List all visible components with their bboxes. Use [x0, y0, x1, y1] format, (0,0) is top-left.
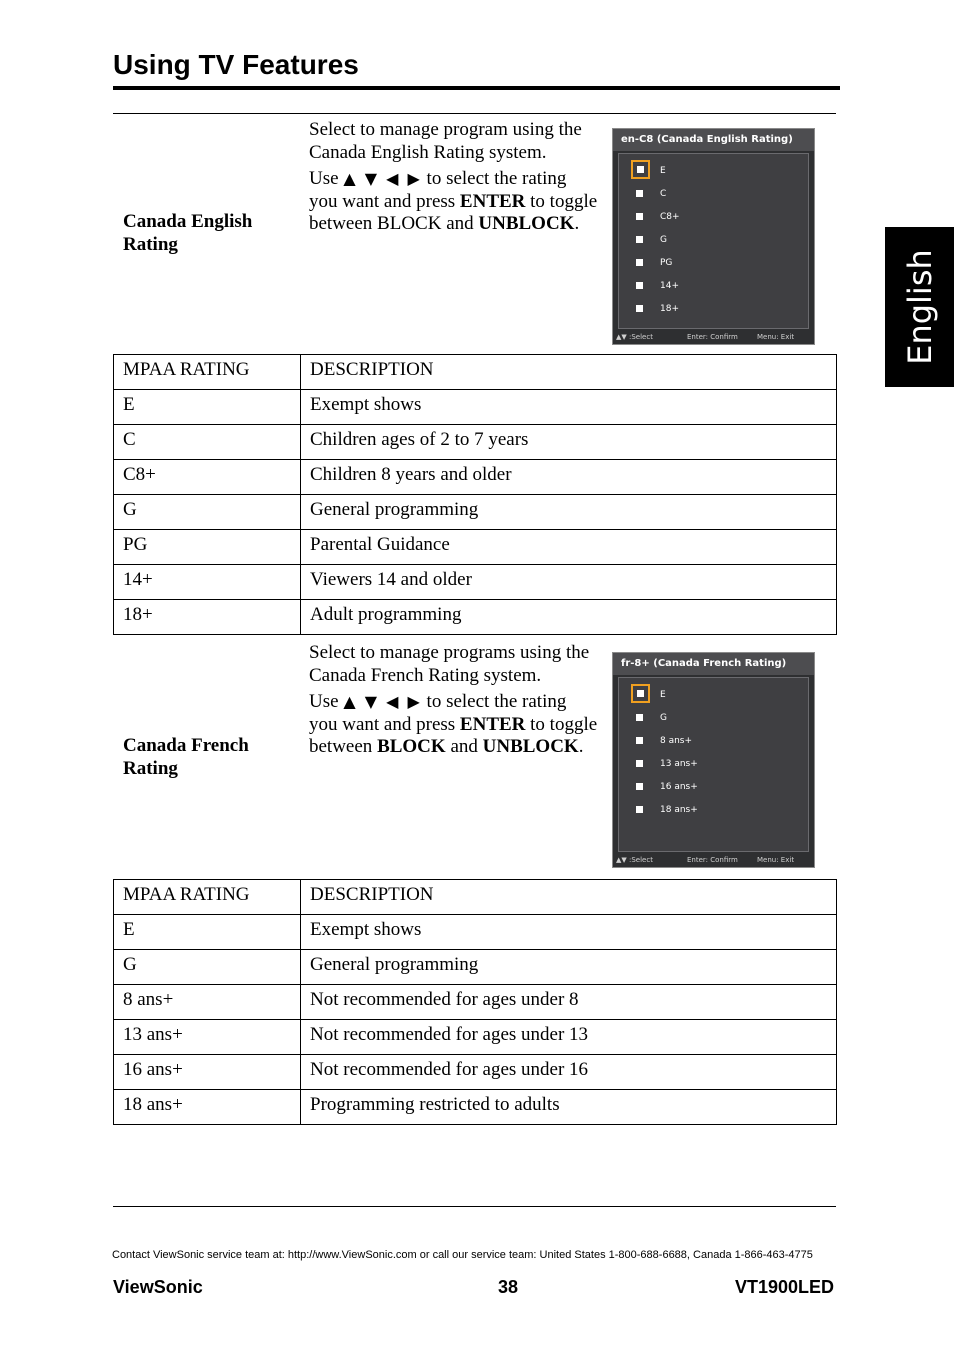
table-header-row: MPAA RATING DESCRIPTION: [114, 355, 837, 390]
selected-checkbox-icon: [631, 684, 650, 703]
canada-french-screen: [612, 652, 815, 868]
brand-name: ViewSonic: [113, 1277, 203, 1297]
canada-english-description: [309, 119, 599, 240]
screen-footer: [613, 330, 814, 344]
canada-french-table: [113, 879, 837, 1125]
checkbox-icon: [636, 213, 643, 220]
exit-hint: Menu: Exit: [757, 333, 795, 341]
language-tab-label: English: [900, 249, 939, 365]
confirm-hint: Enter: Confirm: [687, 333, 738, 341]
canada-french-label: Canada French Rating: [123, 735, 249, 779]
canada-french-description: [309, 642, 599, 763]
table-row: 18+ Adult programming: [114, 600, 837, 635]
screen-title: fr-8+ (Canada French Rating): [613, 653, 814, 675]
table-row: 8 ans+ Not recommended for ages under 8: [114, 985, 837, 1020]
checkbox-icon: [636, 714, 643, 721]
select-hint: ▲▼ :Select: [616, 856, 653, 864]
footer-divider: [113, 1206, 836, 1207]
arrow-keys-icon: ▲ ▼ ◀ ▶: [343, 692, 422, 711]
checkbox-icon: [636, 737, 643, 744]
page-title: Using TV Features: [113, 49, 359, 80]
canada-english-screen: [612, 128, 815, 345]
contact-info: Contact ViewSonic service team at: http://www.ViewSonic.com or call our service team: United States 1-800-688-6688, Canada 1-866-463-4775: [112, 1249, 813, 1261]
checkbox-icon: [636, 783, 643, 790]
checkbox-icon: [636, 259, 643, 266]
table-row: C8+ Children 8 years and older: [114, 460, 837, 495]
checkbox-icon: [636, 236, 643, 243]
rating-list: E C C8+ G PG 14+ 18+: [618, 153, 809, 329]
checkbox-icon: [636, 305, 643, 312]
table-row: 18 ans+ Programming restricted to adults: [114, 1090, 837, 1125]
instructions-text: Use ▲ ▼ ◀ ▶ to select the rating you want and press ENTER to toggle between BLOCK and UNBLOCK.: [309, 691, 598, 757]
selected-checkbox-icon: [631, 160, 650, 179]
checkbox-icon: [636, 282, 643, 289]
intro-text: Select to manage program using the Canada English Rating system.: [309, 119, 582, 163]
table-row: G General programming: [114, 950, 837, 985]
arrow-keys-icon: ▲ ▼ ◀ ▶: [343, 169, 422, 188]
canada-english-table: [113, 354, 837, 635]
table-row: G General programming: [114, 495, 837, 530]
exit-hint: Menu: Exit: [757, 856, 795, 864]
title-rule: [113, 86, 840, 90]
checkbox-icon: [636, 190, 643, 197]
section-divider: [113, 113, 836, 114]
table-row: E Exempt shows: [114, 915, 837, 950]
table-row: PG Parental Guidance: [114, 530, 837, 565]
instructions-text: Use ▲ ▼ ◀ ▶ to select the rating you want and press ENTER to toggle between BLOCK and UNBLOCK.: [309, 168, 598, 234]
screen-title: en-C8 (Canada English Rating): [613, 129, 814, 151]
canada-english-label: Canada English Rating: [123, 211, 253, 255]
table-row: 14+ Viewers 14 and older: [114, 565, 837, 600]
table-row: 13 ans+ Not recommended for ages under 13: [114, 1020, 837, 1055]
checkbox-icon: [636, 760, 643, 767]
model-name: VT1900LED: [735, 1277, 835, 1297]
intro-text: Select to manage programs using the Canada French Rating system.: [309, 642, 590, 686]
table-row: C Children ages of 2 to 7 years: [114, 425, 837, 460]
select-hint: ▲▼ :Select: [616, 333, 653, 341]
table-row: E Exempt shows: [114, 390, 837, 425]
page-number: 38: [498, 1277, 519, 1297]
confirm-hint: Enter: Confirm: [687, 856, 738, 864]
screen-footer: [613, 853, 814, 867]
checkbox-icon: [636, 806, 643, 813]
language-tab: [885, 227, 954, 387]
table-header-row: MPAA RATING DESCRIPTION: [114, 880, 837, 915]
rating-list: E G 8 ans+ 13 ans+ 16 ans+ 18 ans+: [618, 677, 809, 852]
table-row: 16 ans+ Not recommended for ages under 16: [114, 1055, 837, 1090]
